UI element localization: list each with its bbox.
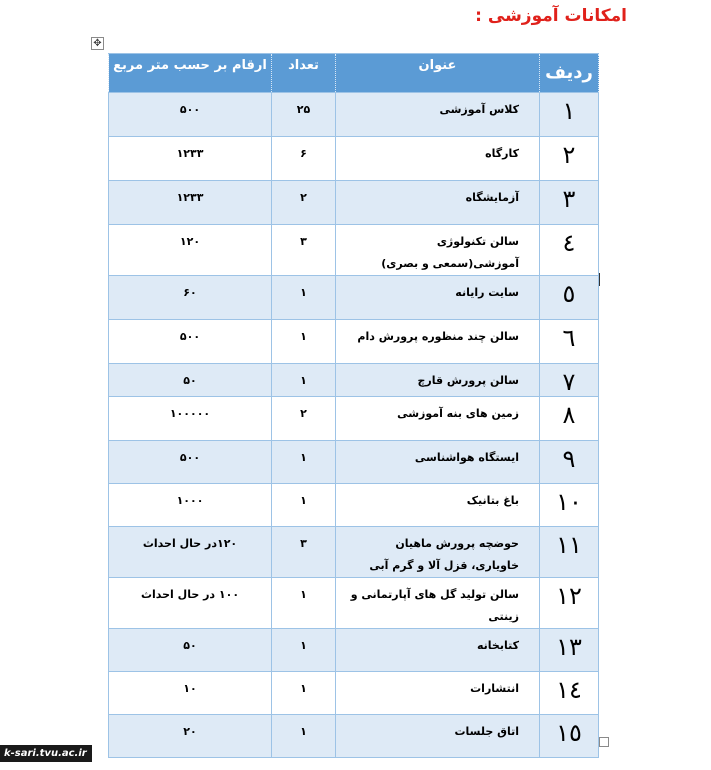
- table-row: [109, 364, 599, 397]
- cell-title: زمین های بنه آموزشی: [336, 397, 540, 441]
- table-row: [109, 320, 599, 364]
- cell-count: ۱: [272, 364, 336, 397]
- cell-area: ۱۲۰: [109, 225, 272, 276]
- cell-area: ۵۰: [109, 364, 272, 397]
- cell-title: سالن تکنولوژی آموزشی(سمعی و بصری): [336, 225, 540, 276]
- document-title: امکانات آموزشی :: [475, 6, 627, 26]
- cell-title: ایستگاه هواشناسی: [336, 441, 540, 484]
- cell-radif: ۹: [540, 441, 599, 484]
- cell-count: ۶: [272, 137, 336, 181]
- cell-radif: ۱٤: [540, 672, 599, 715]
- table-resize-handle[interactable]: [599, 737, 609, 747]
- table-row: [109, 441, 599, 484]
- cell-count: ۱: [272, 578, 336, 629]
- table-row: [109, 672, 599, 715]
- cell-title: انتشارات: [336, 672, 540, 715]
- cell-count: ۳: [272, 527, 336, 578]
- cell-count: ۱: [272, 441, 336, 484]
- cell-area: ۱۰۰۰۰۰: [109, 397, 272, 441]
- table-row: [109, 181, 599, 225]
- cell-radif: ۱۳: [540, 629, 599, 672]
- cell-area: ۱۰۰ در حال احداث: [109, 578, 272, 629]
- table-row: [109, 225, 599, 276]
- table-row: [109, 93, 599, 137]
- table-row: [109, 484, 599, 527]
- cell-area: ۱۲۳۳: [109, 137, 272, 181]
- cell-area: ۵۰۰: [109, 93, 272, 137]
- cell-radif: ٦: [540, 320, 599, 364]
- cell-radif: ۱۱: [540, 527, 599, 578]
- cell-title: کلاس آموزشی: [336, 93, 540, 137]
- cell-area: ۵۰۰: [109, 441, 272, 484]
- cell-count: ۱: [272, 276, 336, 320]
- cell-area: ۶۰: [109, 276, 272, 320]
- cell-title: کارگاه: [336, 137, 540, 181]
- cell-radif: ۱۲: [540, 578, 599, 629]
- cell-title: حوضچه پرورش ماهیان خاویاری، قزل آلا و گرم آبی: [336, 527, 540, 578]
- facilities-table: [108, 53, 599, 758]
- table-row: [109, 276, 599, 320]
- table-row: [109, 397, 599, 441]
- header-radif: ردیف: [540, 54, 599, 93]
- cell-count: ۳: [272, 225, 336, 276]
- header-count: تعداد: [272, 54, 336, 93]
- cell-title: سالن تولید گل های آپارتمانی و زینتی: [336, 578, 540, 629]
- cell-title: آزمایشگاه: [336, 181, 540, 225]
- header-title: عنوان: [336, 54, 540, 93]
- cell-area: ۱۲۳۳: [109, 181, 272, 225]
- cell-count: ۱: [272, 320, 336, 364]
- cell-count: ۲: [272, 397, 336, 441]
- cell-count: ۱: [272, 484, 336, 527]
- cell-area: ۵۰: [109, 629, 272, 672]
- cell-radif: ٤: [540, 225, 599, 276]
- table-row: [109, 715, 599, 758]
- cell-count: ۲۵: [272, 93, 336, 137]
- cell-radif: ۱٥: [540, 715, 599, 758]
- table-row: [109, 578, 599, 629]
- cell-count: ۱: [272, 715, 336, 758]
- cell-radif: ۱: [540, 93, 599, 137]
- table-header-row: [109, 54, 599, 93]
- cell-title: سالن پرورش قارچ: [336, 364, 540, 397]
- cell-radif: ۳: [540, 181, 599, 225]
- table-row: [109, 629, 599, 672]
- cell-area: ۱۰۰۰: [109, 484, 272, 527]
- cell-count: ۱: [272, 629, 336, 672]
- cell-radif: ۷: [540, 364, 599, 397]
- cell-title: اتاق جلسات: [336, 715, 540, 758]
- table-row: [109, 137, 599, 181]
- table-row: [109, 527, 599, 578]
- cell-title: سالن چند منظوره پرورش دام: [336, 320, 540, 364]
- text-cursor: [599, 273, 600, 286]
- header-area: ارقام بر حسب متر مربع: [109, 54, 272, 93]
- cell-area: ۵۰۰: [109, 320, 272, 364]
- cell-area: ۱۲۰در حال احداث: [109, 527, 272, 578]
- cell-radif: ۱۰: [540, 484, 599, 527]
- site-watermark: k-sari.tvu.ac.ir: [0, 745, 92, 762]
- cell-title: باغ بتانیک: [336, 484, 540, 527]
- cell-count: ۲: [272, 181, 336, 225]
- cell-radif: ۸: [540, 397, 599, 441]
- table-move-handle-icon[interactable]: ✥: [91, 37, 104, 50]
- cell-title: سایت رایانه: [336, 276, 540, 320]
- cell-area: ۲۰: [109, 715, 272, 758]
- cell-area: ۱۰: [109, 672, 272, 715]
- cell-title: کتابخانه: [336, 629, 540, 672]
- cell-radif: ۲: [540, 137, 599, 181]
- cell-count: ۱: [272, 672, 336, 715]
- cell-radif: ٥: [540, 276, 599, 320]
